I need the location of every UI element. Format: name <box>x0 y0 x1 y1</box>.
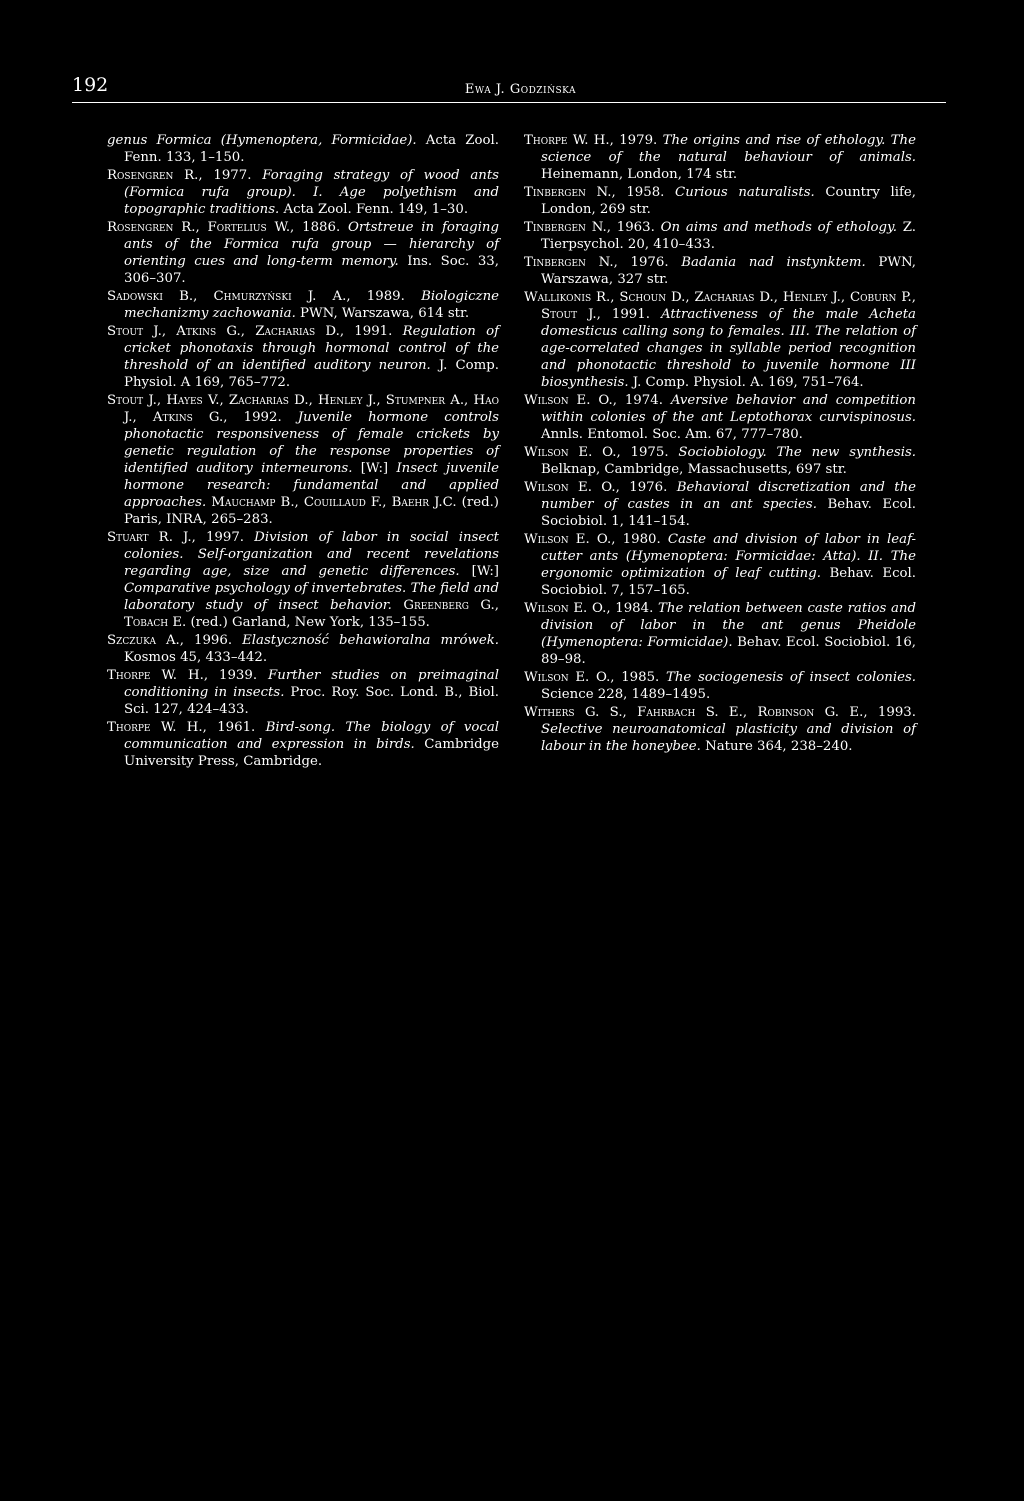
reference-entry <box>524 600 916 668</box>
reference-title: Badania nad instynktem. <box>681 255 866 270</box>
reference-text: , 1991. <box>596 307 661 322</box>
reference-authors: Mauchamp B., Couillaud F., Baehr J.C. <box>211 495 457 510</box>
reference-text: Nature 364, 238–240. <box>700 739 853 754</box>
reference-authors: Greenberg G., Tobach E. <box>124 598 500 630</box>
reference-entry <box>524 219 916 253</box>
reference-authors: Szczuka A. <box>107 633 180 648</box>
page-header <box>72 74 946 106</box>
reference-text: Science 228, 1489–1495. <box>541 687 711 702</box>
reference-title: Bird-song. The biology of vocal communication and expression in birds. <box>124 720 499 752</box>
reference-title: Attractiveness of the male Acheta domesticus calling song to females. III. The relation of age-correlated changes in syllable period recognition and phonotactic threshold to juvenile hormone III biosynthesis. <box>541 307 916 390</box>
reference-title: Regulation of cricket phonotaxis through hormonal control of the threshold of an identified auditory neuron. <box>124 324 500 373</box>
reference-text: Heinemann, London, 174 str. <box>541 167 738 182</box>
reference-title: The sociogenesis of insect colonies. <box>665 670 916 685</box>
reference-text <box>392 598 403 613</box>
reference-authors: Stuart R. J. <box>107 530 192 545</box>
reference-text: , 1963. <box>606 220 661 235</box>
running-head: Ewa J. Godzińska <box>464 82 576 97</box>
reference-text: PWN, Warszawa, 327 str. <box>541 255 916 287</box>
reference-text: , 1958. <box>611 185 676 200</box>
reference-text: , 1996. <box>179 633 243 648</box>
reference-text: Ins. Soc. 33, 306–307. <box>124 254 499 286</box>
reference-authors: Wilson E. O. <box>524 601 607 616</box>
reference-title: The origins and rise of ethology. The science of the natural behaviour of animals. <box>541 133 916 165</box>
reference-entry <box>524 254 916 288</box>
reference-text: J. Comp. Physiol. A 169, 765–772. <box>124 358 499 390</box>
reference-text: Behav. Ecol. Sociobiol. 7, 157–165. <box>541 566 917 598</box>
reference-text: Belknap, Cambridge, Massachusetts, 697 str. <box>541 462 847 477</box>
reference-entry <box>107 719 499 770</box>
reference-text: Z. Tierpsychol. 20, 410–433. <box>541 220 916 252</box>
reference-text: J. Comp. Physiol. A. 169, 751–764. <box>628 375 864 390</box>
reference-entry <box>524 669 916 703</box>
reference-authors: Wallikonis R., Schoun D., Zacharias D., Henley J., Coburn P., Stout J. <box>524 290 916 322</box>
reference-text: Kosmos 45, 433–442. <box>124 650 268 665</box>
reference-title: Selective neuroanatomical plasticity and division of labour in the honeybee. <box>541 722 916 754</box>
reference-title: Division of labor in social insect colonies. Self-organization and recent revelations regarding age, size and genetic differences. <box>124 530 500 579</box>
reference-title: Sociobiology. The new synthesis. <box>678 445 916 460</box>
reference-text: , 1984. <box>606 601 659 616</box>
reference-title: Insect juvenile hormone research: fundamental and applied approaches. <box>124 461 499 510</box>
reference-title: Biologiczne mechanizmy zachowania. <box>124 289 499 321</box>
reference-text: Acta Zool. Fenn. 133, 1–150. <box>124 133 499 165</box>
reference-title: genus Formica (Hymenoptera, Formicidae). <box>107 133 417 148</box>
reference-text: Behav. Ecol. Sociobiol. 16, 89–98. <box>541 635 917 667</box>
reference-entry <box>107 529 499 631</box>
reference-title: Aversive behavior and competition within colonies of the ant Leptothorax curvispinosus. <box>541 393 917 425</box>
references-left-column <box>107 132 499 771</box>
reference-entry <box>107 392 499 528</box>
reference-title: Curious naturalists. <box>675 185 815 200</box>
reference-entry <box>524 289 916 391</box>
header-rule <box>72 102 946 103</box>
reference-text: Behav. Ecol. Sociobiol. 1, 141–154. <box>541 497 916 529</box>
reference-text: , 1977. <box>198 168 263 183</box>
reference-text: (red.) Garland, New York, 135–155. <box>186 615 430 630</box>
reference-text: , 1939. <box>203 668 269 683</box>
reference-authors: Wilson E. O. <box>524 480 616 495</box>
reference-text: , 1993. <box>863 705 916 720</box>
references-right-column <box>524 132 916 756</box>
reference-authors: Withers G. S., Fahrbach S. E., Robinson G. E. <box>524 705 864 720</box>
reference-text: , 1991. <box>339 324 403 339</box>
reference-title: Ortstreue in foraging ants of the Formica rufa group — hierarchy of orienting cues and long-term memory. <box>124 220 500 269</box>
reference-entry <box>524 531 916 599</box>
reference-title: Caste and division of labor in leaf-cutter ants (Hymenoptera: Formicidae: Atta). II. The ergonomic optimization of leaf cutting. <box>541 532 917 581</box>
reference-entry <box>107 323 499 391</box>
reference-entry <box>524 479 916 530</box>
page-number: 192 <box>72 74 109 96</box>
reference-authors: Tinbergen N. <box>524 220 607 235</box>
reference-entry <box>524 704 916 755</box>
reference-entry <box>524 184 916 218</box>
reference-text: , 1997. <box>191 530 255 545</box>
reference-text: , 1974. <box>612 393 671 408</box>
reference-text: , 1975. <box>616 445 679 460</box>
reference-authors: Thorpe W. H. <box>107 668 204 683</box>
reference-authors: Wilson E. O. <box>524 393 613 408</box>
reference-text: , 1992. <box>223 410 298 425</box>
reference-authors: Rosengren R., Fortelius W. <box>107 220 291 235</box>
reference-title: Comparative psychology of invertebrates. The field and laboratory study of insect behavior. <box>124 581 499 613</box>
reference-entry <box>107 288 499 322</box>
reference-entry <box>107 667 499 718</box>
reference-text: Proc. Roy. Soc. Lond. B., Biol. Sci. 127, 424–433. <box>124 685 499 717</box>
reference-text: [W:] <box>459 564 499 579</box>
reference-authors: Stout J., Atkins G., Zacharias D. <box>107 324 340 339</box>
reference-authors: Tinbergen N. <box>524 255 614 270</box>
reference-text: Annls. Entomol. Soc. Am. 67, 777–780. <box>541 427 803 442</box>
reference-authors: Rosengren R. <box>107 168 199 183</box>
reference-text: Cambridge University Press, Cambridge. <box>124 737 499 769</box>
reference-title: On aims and methods of ethology. <box>660 220 897 235</box>
reference-text: PWN, Warszawa, 614 str. <box>295 306 470 321</box>
reference-authors: Sadowski B., Chmurzyński J. A. <box>107 289 347 304</box>
reference-entry <box>107 219 499 287</box>
reference-authors: Stout J., Hayes V., Zacharias D., Henley J., Stumpner A., Hao J., Atkins G. <box>107 393 499 425</box>
reference-authors: Tinbergen N. <box>524 185 612 200</box>
reference-entry <box>524 132 916 183</box>
reference-text: , 1989. <box>346 289 422 304</box>
reference-text: , 1980. <box>611 532 668 547</box>
reference-text: , 1985. <box>610 670 666 685</box>
reference-entry <box>107 167 499 218</box>
reference-entry <box>524 392 916 443</box>
reference-title: Juvenile hormone controls phonotactic responsiveness of female crickets by genetic regulation of the response properties of identified auditory interneurons. <box>124 410 499 476</box>
reference-entry <box>524 444 916 478</box>
reference-title: Further studies on preimaginal conditioning in insects. <box>124 668 499 700</box>
reference-text: Acta Zool. Fenn. 149, 1–30. <box>279 202 469 217</box>
reference-text: , 1961. <box>202 720 266 735</box>
reference-entry <box>107 632 499 666</box>
reference-title: Foraging strategy of wood ants (Formica rufa group). I. Age polyethism and topographic traditions. <box>124 168 499 217</box>
reference-authors: Wilson E. O. <box>524 445 617 460</box>
reference-authors: Thorpe W. H. <box>524 133 610 148</box>
reference-text: , 1976. <box>615 480 677 495</box>
reference-text: (red.) Paris, INRA, 265–283. <box>124 495 499 527</box>
reference-text: , 1976. <box>613 255 682 270</box>
reference-title: The relation between caste ratios and division of labor in the ant genus Pheidole (Hymenoptera: Formicidae). <box>541 601 916 650</box>
reference-text: , 1979. <box>609 133 663 148</box>
reference-entry <box>107 132 499 166</box>
reference-text: Country life, London, 269 str. <box>541 185 917 217</box>
reference-title: Behavioral discretization and the number of castes in an ant species. <box>541 480 916 512</box>
reference-text: [W:] <box>352 461 397 476</box>
reference-authors: Wilson E. O. <box>524 532 612 547</box>
reference-authors: Wilson E. O. <box>524 670 611 685</box>
reference-title: Elastyczność behawioralna mrówek. <box>242 633 499 648</box>
reference-authors: Thorpe W. H. <box>107 720 203 735</box>
reference-text: , 1886. <box>290 220 349 235</box>
